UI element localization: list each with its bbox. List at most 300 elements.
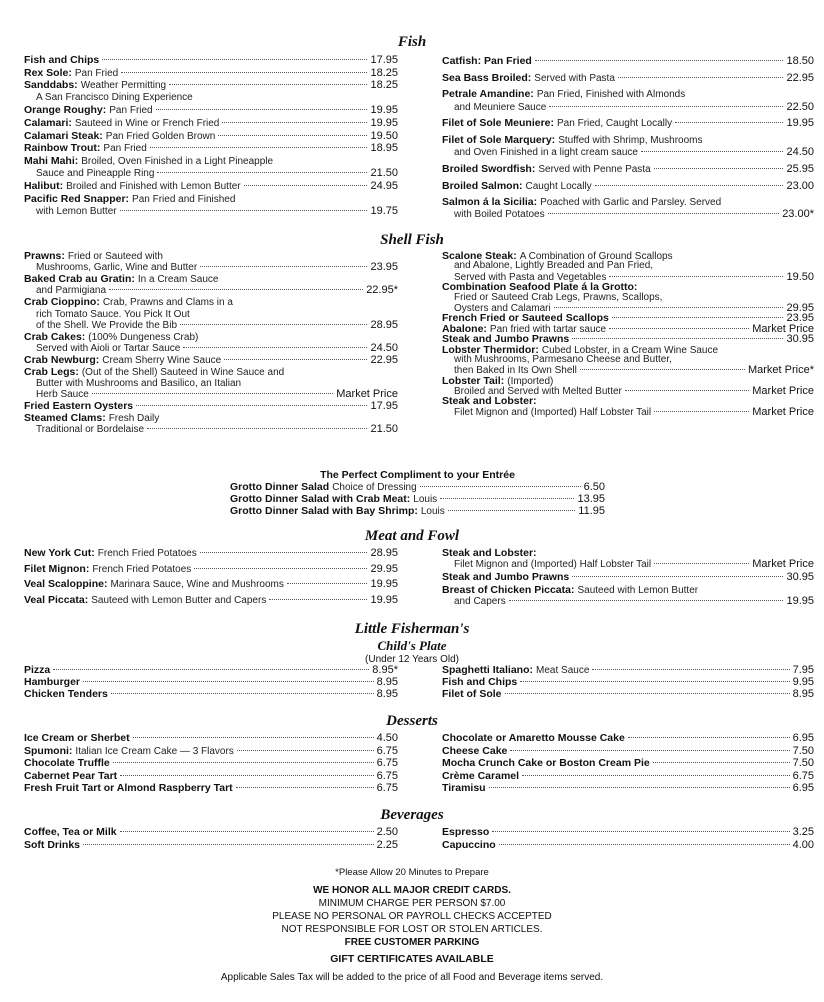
salad-title: The Perfect Compliment to your Entrée <box>320 469 515 481</box>
menu-item-line <box>24 839 398 852</box>
menu-item-price: 6.75 <box>376 769 398 782</box>
dot-leader <box>612 317 784 318</box>
section-title-meat: Meat and Fowl <box>364 528 460 544</box>
menu-item-description: (Imported) <box>507 375 554 387</box>
menu-item-price: 30.95 <box>786 571 814 583</box>
menu-item-line <box>442 55 814 67</box>
menu-item-description: French Fried Potatoes <box>97 548 197 559</box>
dot-leader <box>572 576 783 577</box>
menu-item-line <box>24 676 398 688</box>
dot-leader <box>102 59 367 60</box>
menu-item <box>442 134 814 158</box>
menu-item-price: 19.50 <box>786 270 814 283</box>
menu-item <box>24 745 398 758</box>
menu-item-price: 6.75 <box>376 757 398 769</box>
menu-item-name: Prawns: <box>24 250 65 262</box>
beverages-left-list <box>24 826 398 851</box>
dot-leader <box>580 369 745 370</box>
menu-item-line <box>24 117 398 130</box>
menu-item-line <box>442 572 814 583</box>
menu-item-name: Steak and Jumbo Prawns <box>442 333 570 346</box>
menu-item-name: Sanddabs: <box>24 79 78 92</box>
menu-item-description: Caught Locally <box>525 180 592 192</box>
menu-item-name: Spaghetti Italiano: <box>442 664 534 676</box>
beverages-right-list <box>442 826 814 851</box>
menu-item-line <box>442 334 814 344</box>
menu-item-continuation <box>24 205 398 218</box>
menu-item-price: 22.95* <box>366 284 398 297</box>
menu-item-name: Chocolate Truffle <box>24 757 110 769</box>
menu-item-description: Pan Fried, Caught Locally <box>557 118 673 130</box>
menu-item <box>442 334 814 344</box>
menu-item-price: 29.95 <box>786 301 814 314</box>
menu-item-price: 22.95 <box>370 353 398 366</box>
menu-item-name: Coffee, Tea or Milk <box>24 826 117 838</box>
dot-leader <box>654 168 784 169</box>
dot-leader <box>136 405 367 406</box>
salad-description: Choice of Dressing <box>332 482 417 493</box>
menu-item-price: 19.95 <box>370 578 398 590</box>
section-title-beverages: Beverages <box>380 807 444 823</box>
menu-item-line <box>24 782 398 795</box>
menu-item-line <box>24 826 398 839</box>
menu-item-line <box>24 664 398 676</box>
dot-leader <box>224 359 367 360</box>
dot-leader <box>200 552 368 553</box>
menu-item-price: Market Price <box>752 385 814 398</box>
menu-item-line <box>24 274 398 285</box>
menu-item-name: Orange Roughy: <box>24 104 107 117</box>
menu-item-line <box>442 757 814 770</box>
menu-item <box>24 676 398 688</box>
menu-item <box>442 180 814 192</box>
menu-item <box>442 585 814 607</box>
menu-item <box>24 401 398 412</box>
menu-item-name: Steak and Lobster: <box>442 547 537 559</box>
dot-leader <box>505 693 790 694</box>
menu-item-line <box>24 745 398 758</box>
menu-item-price: 7.50 <box>792 757 814 769</box>
dot-leader <box>420 486 581 487</box>
menu-item <box>442 548 814 570</box>
menu-item <box>442 745 814 758</box>
menu-item-description: Fresh Daily <box>108 413 160 425</box>
dot-leader <box>180 324 367 325</box>
menu-item-price: Market Price <box>752 558 814 570</box>
menu-item-continuation <box>24 92 398 105</box>
menu-item-line <box>24 79 398 92</box>
menu-item-price: 8.95 <box>376 676 398 688</box>
dot-leader <box>641 151 783 152</box>
salad-description: Louis <box>413 494 438 505</box>
menu-item <box>24 839 398 852</box>
menu-item-description: and Capers <box>454 596 506 607</box>
menu-item-price: 23.00* <box>782 208 814 221</box>
menu-item-line <box>24 332 398 343</box>
menu-item-line <box>24 297 398 308</box>
menu-item-name: Chocolate or Amaretto Mousse Cake <box>442 732 625 744</box>
menu-item-continuation <box>24 309 398 320</box>
kids-right-list <box>442 664 814 700</box>
minimum-charge-note: MINIMUM CHARGE PER PERSON $7.00 <box>318 898 506 909</box>
menu-item-description: Meat Sauce <box>536 665 590 676</box>
menu-item-name: Pacific Red Snapper: <box>24 192 130 205</box>
menu-item-line <box>24 688 398 700</box>
menu-item <box>24 355 398 366</box>
dot-leader <box>548 213 780 214</box>
menu-item-name: Lobster Tail: <box>442 374 505 387</box>
menu-item <box>24 564 398 575</box>
menu-item-description: Sauteed with Lemon Butter and Capers <box>91 594 267 606</box>
menu-item-price: Market Price <box>752 405 814 418</box>
menu-item-description: and Parmigiana <box>36 285 107 297</box>
menu-item-line <box>24 142 398 155</box>
dot-leader <box>83 844 374 845</box>
menu-item-name: Ice Cream or Sherbet <box>24 732 130 744</box>
menu-item-continuation <box>442 208 814 220</box>
menu-item-name: Chicken Tenders <box>24 688 108 700</box>
menu-item-price: 8.95* <box>372 664 398 676</box>
menu-item-name: Crab Newburg: <box>24 353 100 366</box>
menu-item-line <box>24 770 398 783</box>
menu-item-description: Broiled and Served with Melted Butter <box>454 386 622 398</box>
menu-item-line <box>24 401 398 412</box>
menu-item-price: 4.50 <box>376 732 398 744</box>
menu-item-continuation <box>442 559 814 570</box>
menu-item-price: 24.50 <box>370 341 398 354</box>
menu-item-description: Oysters and Calamari <box>454 302 551 314</box>
menu-item-name: French Fried or Sauteed Scallops <box>442 312 609 325</box>
menu-item-line <box>442 732 814 745</box>
menu-item-line <box>442 770 814 783</box>
dot-leader <box>150 147 368 148</box>
menu-item-description: Pan Fried Golden Brown <box>105 130 216 142</box>
menu-item <box>24 770 398 783</box>
menu-item <box>24 142 398 155</box>
menu-item-description: In a Cream Sauce <box>137 274 219 286</box>
checks-note: PLEASE NO PERSONAL OR PAYROLL CHECKS ACCEPTED <box>272 911 552 922</box>
menu-item <box>442 72 814 84</box>
menu-item-price: 18.25 <box>370 66 398 79</box>
menu-item-name: Tiramisu <box>442 782 486 794</box>
menu-item-description: with Boiled Potatoes <box>454 209 545 221</box>
dot-leader <box>440 498 574 499</box>
menu-item-continuation <box>24 389 398 400</box>
menu-item <box>24 664 398 676</box>
parking-note: FREE CUSTOMER PARKING <box>344 937 480 948</box>
menu-item-name: Broiled Salmon: <box>442 179 523 192</box>
dot-leader <box>654 411 749 412</box>
menu-item-price: Market Price <box>336 388 398 401</box>
menu-item-description: then Baked in Its Own Shell <box>454 365 577 377</box>
menu-item-name: Cabernet Pear Tart <box>24 769 118 782</box>
menu-item-description: with Lemon Butter <box>36 206 117 218</box>
kids-note: (Under 12 Years Old) <box>365 654 459 665</box>
menu-item-name: Crab Cakes: <box>24 330 86 343</box>
menu-item-price: Market Price* <box>747 364 814 377</box>
menu-item-name: Broiled Swordfish: <box>442 162 536 175</box>
dot-leader <box>222 122 367 123</box>
menu-item-price: 6.75 <box>376 744 398 757</box>
dot-leader <box>448 510 576 511</box>
menu-item-name: Crème Caramel <box>442 769 520 782</box>
menu-item-name: Calamari Steak: <box>24 129 103 142</box>
menu-item-price: 8.95 <box>376 688 398 700</box>
menu-item <box>442 770 814 783</box>
menu-item-continuation <box>442 146 814 158</box>
dot-leader <box>628 737 790 738</box>
menu-item-name: Lobster Thermidor: <box>442 343 539 356</box>
menu-item <box>24 367 398 401</box>
dot-leader <box>618 77 784 78</box>
menu-item-line <box>24 54 398 67</box>
menu-item <box>442 676 814 688</box>
menu-item-description: Cubed Lobster, in a Cream Wine Sauce <box>541 344 719 356</box>
menu-item-name: Fish and Chips <box>442 676 518 688</box>
menu-item <box>442 251 814 282</box>
dot-leader <box>535 60 784 61</box>
menu-item-name: Hamburger <box>24 676 81 688</box>
dot-leader <box>572 338 783 339</box>
dot-leader <box>675 122 783 123</box>
menu-item-description: Butter with Mushrooms and Basilico, an Italian <box>36 378 242 390</box>
menu-item-price: 19.95 <box>370 104 398 117</box>
dot-leader <box>549 106 783 107</box>
dot-leader <box>489 787 790 788</box>
menu-item-line <box>24 564 398 575</box>
menu-item <box>442 757 814 770</box>
menu-item-price: 6.75 <box>792 769 814 782</box>
dot-leader <box>113 762 374 763</box>
menu-item-line <box>24 732 398 745</box>
dot-leader <box>237 750 374 751</box>
menu-item <box>442 782 814 795</box>
menu-item-description: Broiled and Finished with Lemon Butter <box>66 180 241 192</box>
dot-leader <box>183 347 367 348</box>
menu-item-name: Halibut: <box>24 179 64 192</box>
menu-item-continuation <box>442 596 814 607</box>
menu-item-name: Espresso <box>442 826 490 838</box>
menu-item-name: Calamari: <box>24 116 72 129</box>
menu-item <box>24 579 398 590</box>
menu-item-description: Cream Sherry Wine Sauce <box>102 354 222 366</box>
menu-item-description: Pan Fried, Finished with Almonds <box>536 89 686 101</box>
menu-item-description: and Oven Finished in a light cream sauce <box>454 147 638 159</box>
menu-item-description: Mushrooms, Garlic, Wine and Butter <box>36 262 198 274</box>
menu-item-line <box>442 839 814 852</box>
menu-item-description: Served with Penne Pasta <box>538 163 651 175</box>
menu-item <box>442 839 814 852</box>
dot-leader <box>499 844 790 845</box>
menu-item-description: Traditional or Bordelaise <box>36 424 145 436</box>
menu-item-line <box>442 117 814 129</box>
menu-item-price: 18.95 <box>370 142 398 155</box>
menu-item-price: 19.75 <box>370 205 398 218</box>
menu-item-name: Scalone Steak: <box>442 250 517 262</box>
menu-item-name: Steak and Lobster: <box>442 395 537 408</box>
menu-item-description: (100% Dungeness Crab) <box>88 331 199 343</box>
menu-item-line <box>442 180 814 192</box>
menu-item-line <box>24 757 398 770</box>
salad-item <box>230 493 605 505</box>
sales-tax-note: Applicable Sales Tax will be added to the price of all Food and Beverage items served. <box>220 972 604 983</box>
salad-price: 13.95 <box>577 493 605 505</box>
menu-item-description: Sauteed with Lemon Butter <box>577 585 699 596</box>
menu-item-continuation <box>442 293 814 303</box>
menu-item-name: Steamed Clams: <box>24 412 106 425</box>
menu-item-name: Mahi Mahi: <box>24 154 79 167</box>
dot-leader <box>218 135 367 136</box>
dot-leader <box>236 787 374 788</box>
menu-item-name: Capuccino <box>442 838 496 851</box>
dot-leader <box>269 599 367 600</box>
menu-item-name: Salmon á la Sicilia: <box>442 196 538 209</box>
menu-item-continuation <box>24 262 398 273</box>
menu-item-price: 19.50 <box>370 129 398 142</box>
menu-item-price: 19.95 <box>370 593 398 606</box>
menu-item-description: Sauce and Pineapple Ring <box>36 168 155 180</box>
kids-subtitle: Child's Plate <box>377 638 447 653</box>
menu-item-name: Mocha Crunch Cake or Boston Cream Pie <box>442 757 650 769</box>
dot-leader <box>625 390 749 391</box>
menu-item <box>24 130 398 143</box>
menu-item-line <box>24 367 398 378</box>
menu-item-name: Soft Drinks <box>24 838 81 851</box>
desserts-left-list <box>24 732 398 795</box>
salad-name: Grotto Dinner Salad with Bay Shrimp: <box>230 505 418 517</box>
menu-item-price: 24.95 <box>370 179 398 192</box>
kids-left-list <box>24 664 398 700</box>
credit-cards-note: WE HONOR ALL MAJOR CREDIT CARDS. <box>313 885 511 896</box>
menu-item-price: 21.50 <box>370 423 398 436</box>
menu-item-price: 7.50 <box>792 744 814 757</box>
menu-item-price: 6.95 <box>792 782 814 794</box>
menu-item-price: Market Price <box>752 322 814 335</box>
dot-leader <box>654 563 749 564</box>
dot-leader <box>169 84 367 85</box>
menu-item <box>24 67 398 80</box>
menu-item-description: Crab, Prawns and Clams in a <box>102 297 233 309</box>
menu-item-line <box>442 163 814 175</box>
menu-item-line <box>442 585 814 596</box>
fish-left-list <box>24 54 398 218</box>
menu-item <box>24 79 398 104</box>
menu-item-line <box>442 688 814 700</box>
menu-item-name: Fresh Fruit Tart or Almond Raspberry Tart <box>24 782 233 794</box>
menu-item-description: Marinara Sauce, Wine and Mushrooms <box>110 579 284 590</box>
menu-item-line <box>24 104 398 117</box>
menu-item <box>24 117 398 130</box>
menu-item-description: and Abalone, Lightly Breaded and Pan Fried, <box>454 260 654 272</box>
dot-leader <box>156 109 368 110</box>
menu-item-price: 2.25 <box>376 838 398 851</box>
menu-item-description: Poached with Garlic and Parsley. Served <box>540 197 722 209</box>
dot-leader <box>157 172 367 173</box>
menu-item-name: Veal Scaloppine: <box>24 578 108 590</box>
salad-item <box>230 481 605 493</box>
menu-item <box>442 282 814 313</box>
menu-item-line <box>24 193 398 206</box>
dot-leader <box>520 681 789 682</box>
dot-leader <box>509 600 784 601</box>
prep-note: *Please Allow 20 Minutes to Prepare <box>335 867 489 878</box>
menu-item-price: 4.00 <box>792 838 814 851</box>
menu-item-line <box>24 67 398 80</box>
menu-item <box>442 396 814 417</box>
menu-item-price: 21.50 <box>370 167 398 180</box>
menu-item-description: Italian Ice Cream Cake — 3 Flavors <box>75 745 234 757</box>
menu-item <box>442 826 814 839</box>
menu-item <box>24 782 398 795</box>
menu-item-price: 6.95 <box>792 732 814 744</box>
dot-leader <box>121 72 367 73</box>
section-title-fish: Fish <box>397 34 427 50</box>
menu-item-price: 17.95 <box>370 54 398 66</box>
menu-item <box>442 88 814 112</box>
dot-leader <box>111 693 374 694</box>
menu-item-line <box>24 251 398 262</box>
menu-item <box>24 54 398 67</box>
fish-right-list <box>442 55 814 225</box>
dot-leader <box>200 266 367 267</box>
menu-item-continuation <box>442 101 814 113</box>
menu-item <box>24 180 398 193</box>
menu-item-description: with Mushrooms, Parmesano Cheese and Butter, <box>454 353 672 365</box>
responsibility-note: NOT RESPONSIBLE FOR LOST OR STOLEN ARTICLES. <box>281 924 543 935</box>
dot-leader <box>120 210 368 211</box>
dot-leader <box>109 289 363 290</box>
menu-item-name: Rex Sole: <box>24 66 72 79</box>
menu-item-price: 28.95 <box>370 318 398 331</box>
menu-item-line <box>24 548 398 559</box>
menu-item-description: Filet Mignon and (Imported) Half Lobster Tail <box>454 406 652 418</box>
menu-item-price: 23.00 <box>786 179 814 192</box>
menu-item-name: Crab Cioppino: <box>24 296 100 309</box>
salad-price: 11.95 <box>578 505 605 517</box>
shellfish-right-list <box>442 251 814 417</box>
menu-item-price: 24.50 <box>786 146 814 159</box>
menu-item <box>24 413 398 435</box>
menu-item <box>442 117 814 129</box>
dot-leader <box>595 185 784 186</box>
menu-item-line <box>442 72 814 84</box>
menu-item-line <box>24 579 398 590</box>
menu-item-price: 25.95 <box>786 162 814 175</box>
dot-leader <box>133 737 374 738</box>
dot-leader <box>592 669 789 670</box>
menu-item-description: Served with Aioli or Tartar Sauce <box>36 342 181 354</box>
menu-item <box>24 826 398 839</box>
dot-leader <box>147 428 367 429</box>
dot-leader <box>120 831 374 832</box>
menu-item-description: Sauteed in Wine or French Fried <box>74 117 220 129</box>
menu-item-continuation <box>24 285 398 296</box>
section-title-kids: Little Fisherman's <box>354 621 470 637</box>
menu-item-name: Catfish: Pan Fried <box>442 55 532 67</box>
menu-item <box>24 332 398 354</box>
menu-item-name: Spumoni: <box>24 744 73 757</box>
menu-item-line <box>442 745 814 758</box>
menu-item-name: Cheese Cake <box>442 744 508 757</box>
menu-item-description: (Out of the Shell) Sauteed in Wine Sauce and <box>81 366 285 378</box>
dot-leader <box>609 328 749 329</box>
menu-item-price: 19.95 <box>786 595 814 607</box>
menu-item-name: Filet of Sole Meuniere: <box>442 117 555 130</box>
menu-item <box>24 548 398 559</box>
menu-item-price: 28.95 <box>370 547 398 559</box>
dot-leader <box>653 762 790 763</box>
menu-item-name: Abalone: <box>442 322 487 335</box>
